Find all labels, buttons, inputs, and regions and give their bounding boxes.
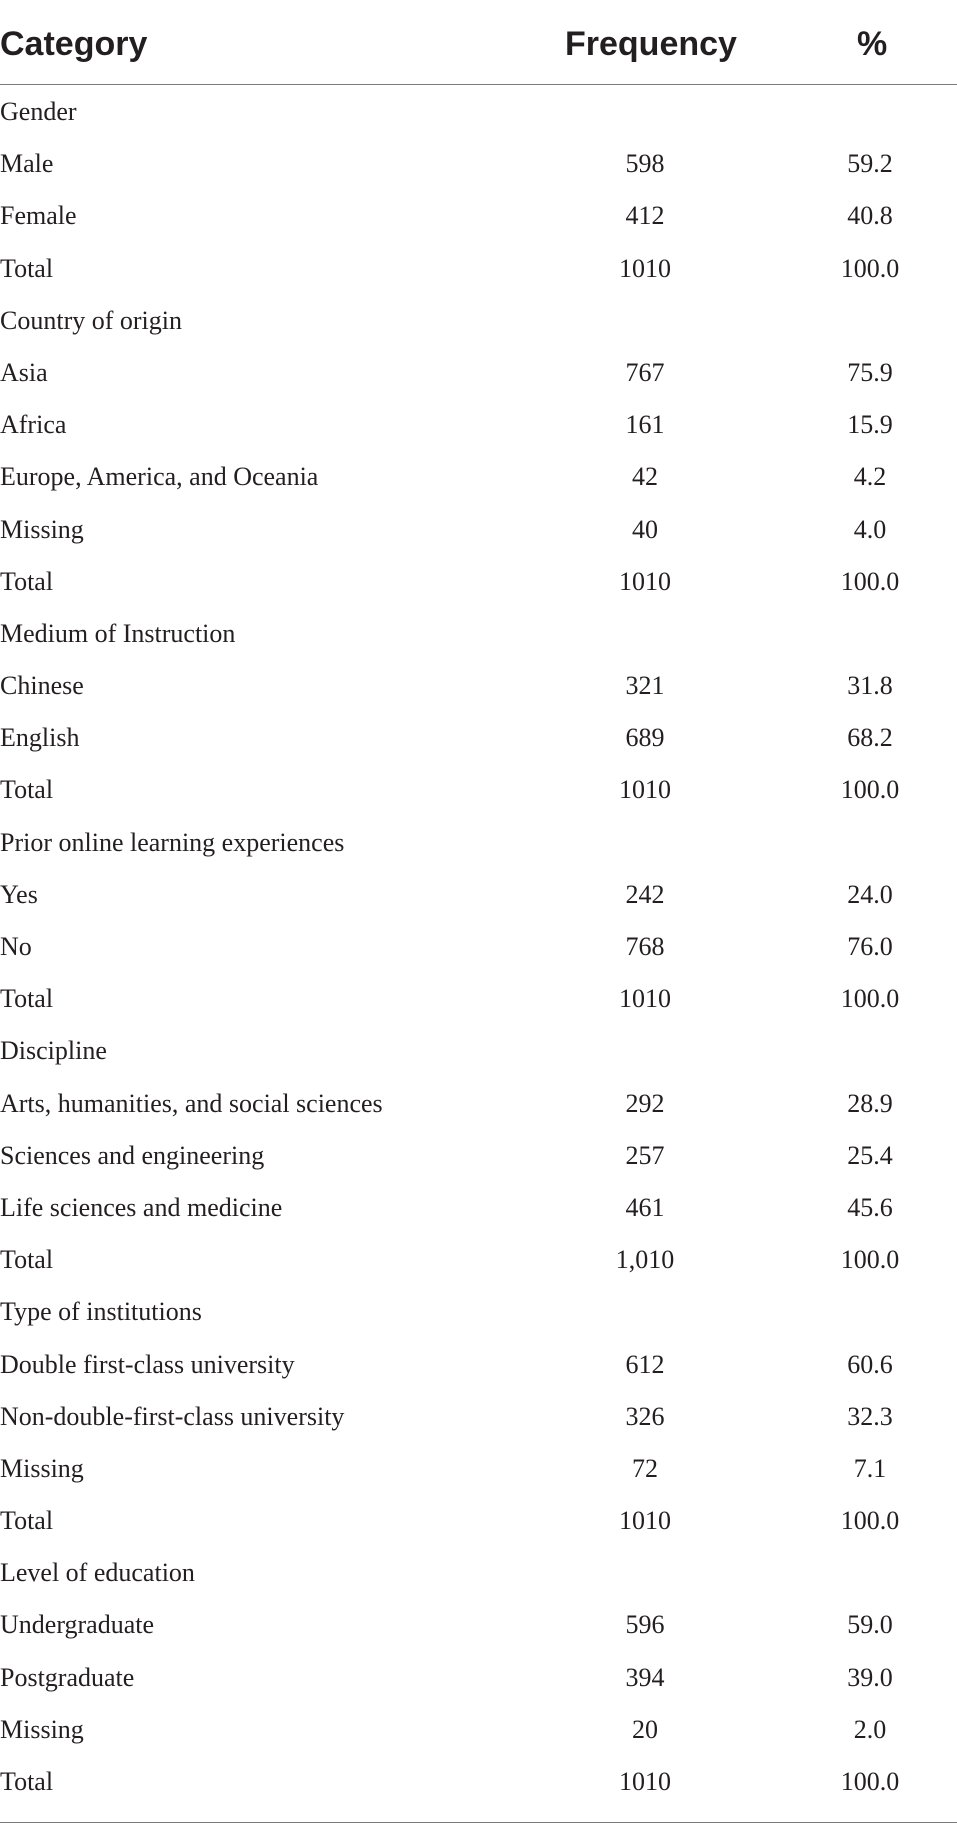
table-body [0, 86, 957, 1808]
table-row [0, 1756, 957, 1808]
row-percent: 2.0 [853, 1714, 887, 1744]
row-percent: 68.2 [847, 723, 893, 753]
table-row [0, 138, 957, 190]
table-row [0, 1025, 957, 1077]
row-category: Prior online learning experiences [0, 827, 345, 857]
row-frequency: 767 [625, 357, 665, 387]
row-category: Total [0, 984, 54, 1014]
row-percent: 100.0 [840, 1767, 900, 1796]
row-percent: 4.2 [853, 462, 887, 492]
row-frequency: 326 [625, 1401, 665, 1431]
row-frequency: 1010 [619, 1767, 671, 1796]
row-category: Undergraduate [0, 1610, 155, 1640]
row-frequency: 394 [625, 1662, 665, 1692]
row-frequency: 1010 [619, 1506, 671, 1536]
table-row [0, 1547, 957, 1599]
table-row [0, 1443, 957, 1495]
row-category: Chinese [0, 671, 84, 701]
table-row [0, 712, 957, 764]
table-row [0, 347, 957, 399]
row-frequency: 1010 [619, 775, 671, 805]
table-row [0, 1652, 957, 1704]
row-percent: 24.0 [847, 879, 893, 909]
row-category: Life sciences and medicine [0, 1192, 283, 1222]
row-category: Total [0, 1245, 54, 1275]
row-percent: 100.0 [840, 1245, 900, 1275]
table-row [0, 86, 957, 138]
row-frequency: 42 [632, 462, 658, 492]
row-category: Discipline [0, 1036, 107, 1066]
row-frequency: 461 [625, 1192, 665, 1222]
row-percent: 15.9 [847, 410, 893, 440]
table-row [0, 764, 957, 816]
row-percent: 100.0 [840, 984, 900, 1014]
row-category: No [0, 932, 32, 961]
row-percent: 100.0 [840, 1506, 900, 1536]
row-category: Sciences and engineering [0, 1140, 265, 1170]
table-row [0, 451, 957, 503]
row-percent: 7.1 [853, 1453, 887, 1483]
row-category: Total [0, 566, 54, 596]
row-frequency [595, 1286, 695, 1338]
row-category: Total [0, 1767, 54, 1796]
row-frequency: 72 [632, 1453, 658, 1483]
row-percent: 32.3 [847, 1401, 893, 1431]
row-category: Africa [0, 410, 67, 440]
row-frequency: 20 [632, 1714, 658, 1744]
row-category: Total [0, 253, 54, 283]
row-frequency: 40 [632, 514, 658, 544]
table-row [0, 1130, 957, 1182]
row-category: Male [0, 149, 54, 179]
row-category: Asia [0, 357, 48, 387]
table-row [0, 1339, 957, 1391]
row-percent: 59.0 [847, 1610, 893, 1640]
row-frequency: 321 [625, 671, 665, 701]
row-frequency [595, 1547, 695, 1599]
row-frequency: 161 [625, 410, 665, 440]
table-row [0, 1704, 957, 1756]
row-category: Europe, America, and Oceania [0, 462, 319, 492]
table-row [0, 660, 957, 712]
table-row [0, 1078, 957, 1130]
table-row [0, 869, 957, 921]
row-frequency: 598 [625, 149, 665, 179]
row-category: Yes [0, 879, 38, 909]
row-frequency: 1010 [619, 253, 671, 283]
row-percent: 39.0 [847, 1662, 893, 1692]
table-bottom-divider [0, 1822, 957, 1823]
row-frequency: 1,010 [615, 1245, 675, 1275]
row-category: Level of education [0, 1558, 195, 1588]
row-frequency: 1010 [619, 566, 671, 596]
row-percent: 100.0 [840, 775, 900, 805]
row-category: Medium of Instruction [0, 618, 236, 648]
row-category: English [0, 723, 80, 753]
row-frequency: 596 [625, 1610, 665, 1640]
row-category: Arts, humanities, and social sciences [0, 1088, 383, 1118]
table-row [0, 608, 957, 660]
row-percent: 76.0 [847, 932, 893, 961]
row-percent [820, 1286, 920, 1338]
header-frequency: Frequency [565, 25, 737, 63]
row-category: Type of institutions [0, 1297, 202, 1327]
row-category: Total [0, 775, 54, 805]
table-row [0, 190, 957, 242]
row-percent: 60.6 [847, 1349, 893, 1379]
row-percent: 75.9 [847, 357, 893, 387]
row-percent: 100.0 [840, 566, 900, 596]
table-row [0, 817, 957, 869]
row-percent: 25.4 [847, 1140, 893, 1170]
row-frequency: 412 [625, 201, 665, 231]
table-row [0, 504, 957, 556]
row-category: Total [0, 1506, 54, 1536]
row-category: Gender [0, 97, 77, 126]
row-percent [820, 1547, 920, 1599]
row-percent [820, 86, 920, 138]
table-row [0, 1286, 957, 1338]
row-category: Double first-class university [0, 1349, 295, 1379]
row-frequency [595, 295, 695, 347]
row-percent [820, 295, 920, 347]
row-percent: 31.8 [847, 671, 893, 701]
table-row [0, 921, 957, 973]
row-category: Postgraduate [0, 1662, 135, 1692]
row-category: Missing [0, 1714, 84, 1744]
row-percent: 40.8 [847, 201, 893, 231]
table-row [0, 1234, 957, 1286]
row-frequency [595, 1025, 695, 1077]
row-percent: 100.0 [840, 253, 900, 283]
row-percent: 28.9 [847, 1088, 893, 1118]
row-frequency: 612 [625, 1349, 665, 1379]
row-frequency [595, 608, 695, 660]
row-frequency [595, 86, 695, 138]
row-frequency [595, 817, 695, 869]
header-divider [0, 84, 957, 85]
table-row [0, 1391, 957, 1443]
table-row [0, 556, 957, 608]
row-frequency: 768 [625, 932, 665, 961]
table-row [0, 973, 957, 1025]
row-percent: 59.2 [847, 149, 893, 179]
table-row [0, 1182, 957, 1234]
row-frequency: 1010 [619, 984, 671, 1014]
row-frequency: 257 [625, 1140, 665, 1170]
row-category: Female [0, 201, 77, 231]
table-row [0, 1495, 957, 1547]
row-frequency: 242 [625, 879, 665, 909]
row-percent [820, 1025, 920, 1077]
row-percent: 45.6 [847, 1192, 893, 1222]
table-row [0, 1599, 957, 1651]
row-category: Country of origin [0, 305, 182, 335]
row-category: Non-double-first-class university [0, 1401, 345, 1431]
header-percent: % [857, 25, 888, 63]
table-row [0, 399, 957, 451]
row-percent: 4.0 [853, 514, 887, 544]
row-frequency: 292 [625, 1088, 665, 1118]
table-row [0, 295, 957, 347]
header-category: Category [0, 25, 148, 63]
table-header-row [0, 0, 957, 84]
row-frequency: 689 [625, 723, 665, 753]
row-category: Missing [0, 514, 84, 544]
row-category: Missing [0, 1453, 84, 1483]
table-row [0, 243, 957, 295]
row-percent [820, 817, 920, 869]
row-percent [820, 608, 920, 660]
